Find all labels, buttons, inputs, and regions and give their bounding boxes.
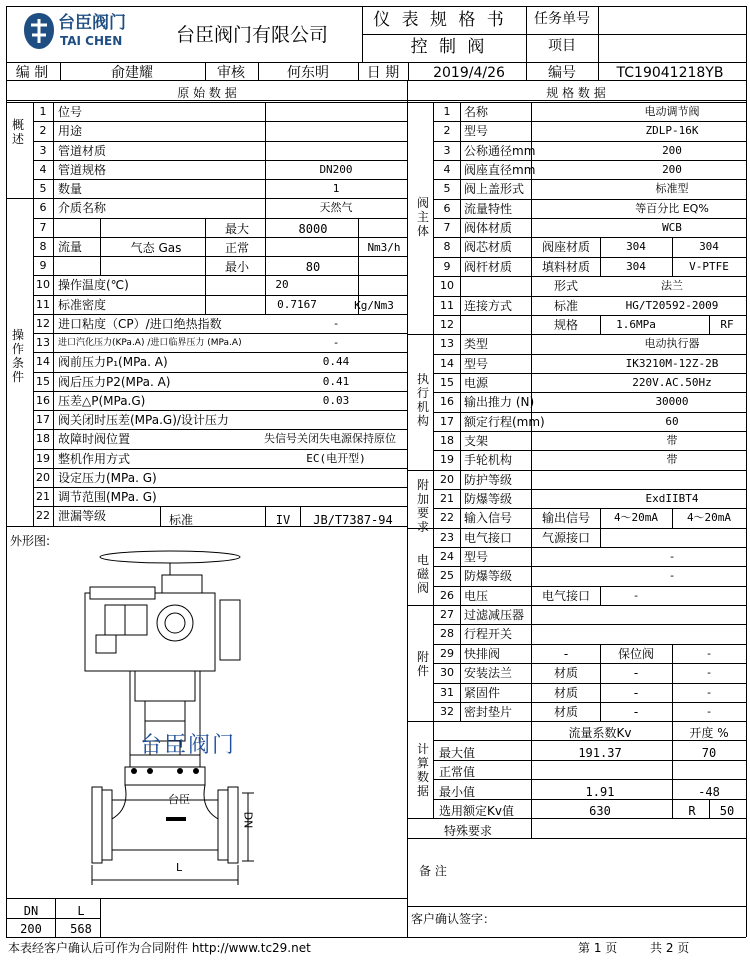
right-row-no: 1 [443,105,451,118]
right-row-value-b: 4～20mA [686,511,732,524]
right-row-label: 紧固件 [464,686,501,700]
right-section-title: 规 格 数 据 [546,86,606,100]
left-row-value: DN200 [319,163,353,176]
doc-subtitle: 控 制 阀 [410,37,488,57]
reviewer: 何东明 [287,65,329,81]
left-row-label: 标准密度 [58,298,107,312]
right-row-no: 32 [440,705,454,718]
left-row-label: 阀前压力P₁(MPa. A) [58,355,168,369]
right-row-no: 28 [440,627,454,640]
left-row-no: 1 [39,105,47,118]
left-row-value: EC(电开型) [306,452,366,465]
right-row-value: 等百分比 EQ% [635,202,709,215]
left-row-value: 0.41 [322,375,350,388]
right-row-label: 公称通径mm [464,144,536,158]
right-row-value: HG/T20592-2009 [625,299,719,312]
drawing-title: 外形图: [10,534,51,548]
doc-title: 仪 表 规 格 书 [373,10,507,30]
l-label: L [77,904,85,918]
page-total: 共 2 页 [650,941,690,955]
right-row-value: ExdIIBT4 [645,492,699,505]
logo-mark-icon [22,11,56,51]
right-row-label: 阀上盖形式 [464,182,525,196]
right-row-no: 10 [440,279,454,292]
left-row-no: 8 [39,240,47,253]
review-label: 审核 [217,65,245,81]
remark-label: 备 注 [419,864,447,878]
dim-dn: DN [241,811,255,829]
left-row-no: 10 [36,278,50,291]
right-row-label: 电压 [464,589,489,603]
left-row-no: 12 [36,317,50,330]
left-row-label: 压差△P(MPa.G) [58,394,146,408]
left-row-value: 20 [275,278,289,291]
dn-value: 200 [20,922,42,936]
right-row-no: 31 [440,686,454,699]
right-row-label: 密封垫片 [464,705,513,719]
left-row-no: 22 [36,509,50,522]
left-row-label: 泄漏等级 [58,509,107,523]
left-row-no: 3 [39,144,47,157]
left-row-label: 进口汽化压力(KPa.A) /进口临界压力 (MPa.A) [58,338,242,348]
right-row-no: 22 [440,511,454,524]
dn-label: DN [23,904,39,918]
right-row-label: 额定行程(mm) [464,415,545,429]
right-row-label: 连接方式 [464,299,513,313]
flow-max: 8000 [298,222,328,236]
left-row-no: 16 [36,394,50,407]
date-label: 日 期 [366,65,400,81]
right-row-value: ZDLP-16K [645,124,699,137]
right-row-label: 防爆等级 [464,492,513,506]
right-row-no: 11 [440,299,454,312]
compile-label: 编 制 [15,65,49,81]
right-row-value: 带 [666,434,678,447]
group-overview: 概述 [11,118,24,146]
logo [22,9,150,57]
calc-kv-header: 流量系数Kv [568,726,632,740]
right-row-no: 5 [443,182,451,195]
right-row-sub2: - [633,686,639,700]
calc-min-kv: 1.91 [585,785,615,799]
left-row-label: 设定压力(MPa. G) [58,471,157,485]
right-row-no: 8 [443,240,451,253]
right-row-no: 29 [440,647,454,660]
calc-max-label: 最大值 [439,746,476,760]
calc-normal-label: 正常值 [439,765,476,779]
calc-r-label: R [688,804,696,818]
right-row-no: 19 [440,453,454,466]
right-row-value: - [668,550,676,563]
logo-cn: 台臣阀门 [58,13,126,33]
left-row-no: 13 [36,336,50,349]
calc-r-value: 50 [719,804,735,818]
right-row-no: 6 [443,202,451,215]
right-row-label: 过滤减压器 [464,608,525,622]
right-row-value-a: 4～20mA [613,511,659,524]
left-row-label: 位号 [58,105,83,119]
right-row-sub: 形式 [553,279,579,293]
left-row-no: 6 [39,201,47,214]
right-row-no: 24 [440,550,454,563]
flow-min: 80 [305,260,321,274]
right-row-label: 输出推力 (N) [464,395,535,409]
left-row-label: 故障时阀位置 [58,432,131,446]
leak-std: JB/T7387-94 [313,513,393,527]
left-row-label: 操作温度(℃) [58,278,129,292]
right-row-label: 流量特性 [464,202,513,216]
right-row-value: 30000 [655,395,689,408]
right-row-sub: 阀座材质 [541,240,591,254]
compiler: 俞建耀 [111,65,153,81]
left-row-label: 介质名称 [58,201,107,215]
right-row-value: - [705,647,713,660]
right-row-label: 快排阀 [464,647,501,661]
left-row-no: 18 [36,432,50,445]
right-row-label: 阀杆材质 [464,260,513,274]
left-row-no: 17 [36,413,50,426]
group-operating: 操作条件 [11,328,24,384]
calc-open-header: 开度 % [689,726,729,740]
right-row-value-b: V-PTFE [689,260,729,273]
right-row-sub: 气源接口 [541,531,591,545]
company-name: 台臣阀门有限公司 [176,24,329,46]
left-row-label: 调节范围(MPa. G) [58,490,157,504]
left-row-label: 整机作用方式 [58,452,131,466]
right-row-value: 200 [662,163,682,176]
left-row-label: 进口粘度（CP）/进口绝热指数 [58,317,222,331]
dim-l: L [176,861,183,874]
left-row-label: 数量 [58,182,83,196]
left-row-no: 20 [36,471,50,484]
left-row-value: - [332,317,340,330]
flow-unit: Nm3/h [367,241,401,254]
right-row-label: 防爆等级 [464,569,513,583]
right-row-value-a: 304 [626,260,646,273]
right-row-value: 60 [665,415,679,428]
calc-rated-kv: 630 [589,804,611,818]
date: 2019/4/26 [433,65,505,81]
calc-rated-label: 选用额定Kv值 [439,804,514,818]
calc-max-kv: 191.37 [578,746,622,760]
right-row-no: 26 [440,589,454,602]
group-accessory: 附件 [416,650,429,678]
watermark: 台臣阀门 [140,733,237,758]
right-row-no: 23 [440,531,454,544]
right-row-sub: 输出信号 [541,511,591,525]
logo-en: TAI CHEN [60,34,123,48]
code: TC19041218YB [616,65,724,81]
left-row-no: 5 [39,182,47,195]
right-row-value: IK3210M-12Z-2B [625,357,719,370]
right-row-no: 21 [440,492,454,505]
right-row-label: 型号 [464,550,489,564]
group-solenoid: 电磁阀 [416,553,429,595]
right-row-label: 手轮机构 [464,453,513,467]
right-row-value-a: 1.6MPa [616,318,656,331]
code-label: 编号 [548,65,576,81]
right-row-value: 带 [666,453,678,466]
right-row-value: WCB [662,221,682,234]
right-row-sub: 材质 [553,686,579,700]
left-row-value: 失信号关闭失电源保持原位 [264,432,396,445]
left-row-no: 4 [39,163,47,176]
valve-drawing [70,545,280,890]
right-row-label: 阀体材质 [464,221,513,235]
left-row-no: 2 [39,124,47,137]
calc-max-open: 70 [701,746,717,760]
flow-min-label: 最小 [224,260,250,274]
right-row-label: 支架 [464,434,489,448]
right-row-sub2: - [633,666,639,680]
right-row-no: 13 [440,337,454,350]
leak-class: IV [275,513,291,527]
left-row-no: 19 [36,452,50,465]
right-row-no: 17 [440,415,454,428]
l-value: 568 [70,922,92,936]
right-row-sub: 材质 [553,705,579,719]
right-row-value-b: 304 [699,240,719,253]
page-number: 第 1 页 [578,941,618,955]
left-row-label: 流量 [58,240,83,254]
right-row-label: 阀芯材质 [464,240,513,254]
right-row-no: 30 [440,666,454,679]
flow-normal-label: 正常 [224,241,250,255]
left-row-value: 0.44 [322,355,350,368]
right-row-sub: 规格 [553,318,579,332]
right-row-value: - [705,705,713,718]
right-row-value: 标准型 [655,182,689,195]
right-row-sub: 标准 [553,299,579,313]
left-row-value: 0.7167 [277,298,317,311]
right-row-sub: - [563,647,569,661]
left-row-label: 用途 [58,124,83,138]
special-label: 特殊要求 [443,824,493,838]
right-row-no: 3 [443,144,451,157]
right-row-no: 14 [440,357,454,370]
right-row-value: - [705,666,713,679]
left-row-label: 阀关闭时压差(MPa.G)/设计压力 [58,413,229,427]
right-row-no: 12 [440,318,454,331]
project-label: 项目 [548,38,576,54]
calc-min-open: -48 [698,785,720,799]
right-row-sub2: 保位阀 [617,647,655,661]
group-actuator: 执行机构 [416,372,429,428]
left-row-label: 管道规格 [58,163,107,177]
right-row-label: 输入信号 [464,511,513,525]
left-row-no: 7 [39,221,47,234]
task-no-label: 任务单号 [534,11,590,27]
right-row-sub2: - [633,705,639,719]
right-row-sub: 填料材质 [541,260,591,274]
left-row-value: 天然气 [319,201,353,214]
right-row-value: - [705,686,713,699]
right-row-value: 电动执行器 [644,337,700,350]
right-row-no: 20 [440,473,454,486]
right-row-no: 9 [443,260,451,273]
right-row-no: 25 [440,569,454,582]
flow-state: 气态 Gas [130,241,182,255]
right-row-no: 18 [440,434,454,447]
right-row-label: 安装法兰 [464,666,513,680]
right-row-value: - [668,569,676,582]
left-row-no: 14 [36,355,50,368]
right-row-value: - [632,589,640,602]
group-extra: 附加要求 [416,478,429,534]
footer-note: 本表经客户确认后可作为合同附件 http://www.tc29.net [8,941,311,955]
group-body: 阀主体 [416,196,429,238]
right-row-no: 4 [443,163,451,176]
right-row-no: 27 [440,608,454,621]
left-row-no: 9 [39,259,47,272]
leak-std-label: 标准 [168,513,194,527]
right-row-label: 型号 [464,124,489,138]
right-row-label: 行程开关 [464,627,513,641]
right-row-sub: 材质 [553,666,579,680]
group-calc: 计算数据 [416,742,429,798]
right-row-label: 阀座直径mm [464,163,536,177]
left-row-value: - [332,336,340,349]
right-row-label: 型号 [464,357,489,371]
right-row-label: 类型 [464,337,489,351]
right-row-no: 15 [440,376,454,389]
right-row-no: 2 [443,124,451,137]
left-row-value: 1 [332,182,340,195]
right-row-label: 电源 [464,376,489,390]
right-row-label: 电气接口 [464,531,513,545]
right-row-label: 防护等级 [464,473,513,487]
right-row-value-b: RF [720,318,734,331]
right-row-no: 7 [443,221,451,234]
left-row-no: 21 [36,490,50,503]
flow-max-label: 最大 [224,222,250,236]
right-row-no: 16 [440,395,454,408]
right-row-value: 电动调节阀 [644,105,700,118]
right-row-label: 名称 [464,105,489,119]
left-row-value: 0.03 [322,394,350,407]
left-row-label: 管道材质 [58,144,107,158]
left-section-title: 原 始 数 据 [177,86,237,100]
left-row-label: 阀后压力P2(MPa. A) [58,375,171,389]
right-row-sub: 电气接口 [541,589,591,603]
right-row-value: 200 [662,144,682,157]
right-row-value: 220V.AC.50Hz [632,376,712,389]
left-row-no: 15 [36,375,50,388]
left-row-no: 11 [36,298,50,311]
right-row-value-a: 304 [626,240,646,253]
sign-label: 客户确认签字： [411,912,496,926]
right-row-value: 法兰 [661,279,683,292]
calc-min-label: 最小值 [439,785,476,799]
density-unit: Kg/Nm3 [354,299,394,312]
body-mark: 台臣 [168,793,190,806]
